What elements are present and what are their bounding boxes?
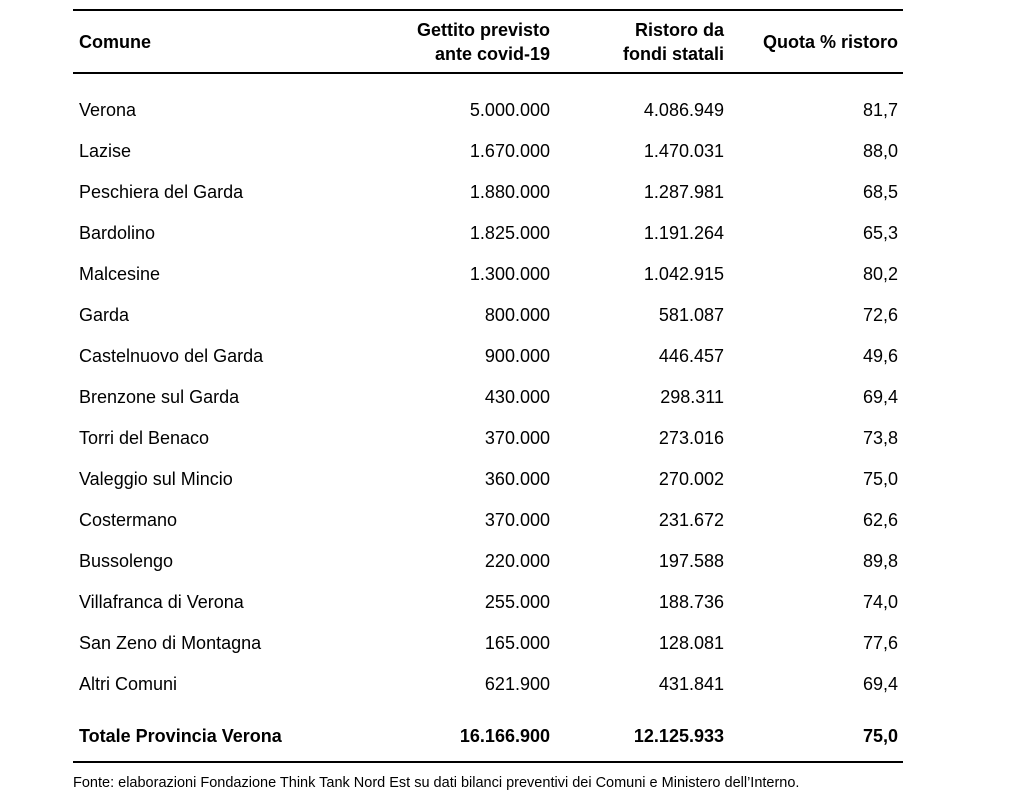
cell-gettito: 5.000.000: [469, 100, 550, 120]
header-ristoro: [550, 10, 724, 73]
cell-ristoro: 4.086.949: [643, 100, 724, 120]
cell-ristoro: 231.672: [658, 510, 724, 530]
source-note: Fonte: elaborazioni Fondazione Think Tank Nord Est su dati bilanci preventivi dei Comuni e Ministero dell’Interno.: [73, 775, 800, 791]
cell-comune: San Zeno di Montagna: [79, 633, 262, 653]
cell-quota: 77,6: [862, 633, 898, 653]
cell-gettito: 1.825.000: [469, 223, 550, 243]
total-gettito: 16.166.900: [459, 725, 550, 746]
table-row: [73, 582, 903, 623]
cell-gettito: 621.900: [484, 674, 550, 694]
cell-comune: Altri Comuni: [79, 674, 178, 694]
cell-comune: Castelnuovo del Garda: [79, 346, 264, 366]
cell-comune: Garda: [79, 305, 130, 325]
table-row: [73, 172, 903, 213]
table-row: [73, 500, 903, 541]
cell-quota: 81,7: [862, 100, 898, 120]
cell-ristoro: 431.841: [658, 674, 724, 694]
cell-comune: Costermano: [79, 510, 178, 530]
cell-comune: Lazise: [79, 141, 132, 161]
cell-ristoro: 128.081: [658, 633, 724, 653]
header-quota: Quota % ristoro: [762, 31, 898, 52]
table-row: [73, 459, 903, 500]
header-gettito: [403, 10, 550, 73]
cell-ristoro: 1.287.981: [643, 182, 724, 202]
cell-gettito: 1.300.000: [469, 264, 550, 284]
cell-gettito: 900.000: [484, 346, 550, 366]
cell-quota: 49,6: [862, 346, 898, 366]
cell-gettito: 165.000: [484, 633, 550, 653]
table-row: [73, 541, 903, 582]
table-footer: [73, 705, 903, 762]
table-body: [73, 73, 903, 705]
cell-gettito: 255.000: [484, 592, 550, 612]
ristori-table-container: [73, 9, 903, 763]
cell-quota: 88,0: [862, 141, 898, 161]
cell-quota: 68,5: [862, 182, 898, 202]
cell-quota: 89,8: [862, 551, 898, 571]
cell-gettito: 370.000: [484, 428, 550, 448]
table-row: [73, 213, 903, 254]
cell-gettito: 220.000: [484, 551, 550, 571]
cell-ristoro: 446.457: [658, 346, 724, 366]
header-comune: Comune: [79, 31, 151, 52]
cell-ristoro: 1.191.264: [643, 223, 724, 243]
ristori-table: [73, 9, 903, 763]
table-row: [73, 664, 903, 705]
cell-comune: Bussolengo: [79, 551, 174, 571]
table-row: [73, 377, 903, 418]
total-quota: 75,0: [862, 725, 898, 746]
table-header: [73, 10, 903, 73]
cell-ristoro: 1.042.915: [643, 264, 724, 284]
cell-ristoro: 581.087: [658, 305, 724, 325]
table-row: [73, 295, 903, 336]
table-row: [73, 336, 903, 377]
cell-quota: 80,2: [862, 264, 898, 284]
header-row: [73, 10, 903, 73]
table-row: [73, 254, 903, 295]
cell-quota: 75,0: [862, 469, 898, 489]
cell-comune: Malcesine: [79, 264, 161, 284]
header-ristoro-line2: fondi statali: [622, 43, 724, 64]
table-row: [73, 418, 903, 459]
cell-ristoro: 298.311: [660, 387, 724, 407]
cell-ristoro: 270.002: [658, 469, 724, 489]
cell-ristoro: 197.588: [658, 551, 724, 571]
cell-comune: Verona: [79, 100, 137, 120]
total-ristoro: 12.125.933: [633, 725, 724, 746]
table-row: [73, 131, 903, 172]
cell-comune: Brenzone sul Garda: [79, 387, 240, 407]
total-row: [73, 705, 903, 762]
cell-gettito: 1.670.000: [469, 141, 550, 161]
cell-comune: Valeggio sul Mincio: [79, 469, 233, 489]
cell-gettito: 430.000: [484, 387, 550, 407]
cell-gettito: 370.000: [484, 510, 550, 530]
cell-ristoro: 273.016: [658, 428, 724, 448]
cell-quota: 69,4: [862, 674, 898, 694]
cell-quota: 62,6: [862, 510, 898, 530]
table-row: [73, 623, 903, 664]
cell-comune: Peschiera del Garda: [79, 182, 244, 202]
cell-comune: Torri del Benaco: [79, 428, 210, 448]
cell-ristoro: 1.470.031: [643, 141, 724, 161]
cell-comune: Villafranca di Verona: [79, 592, 244, 612]
cell-gettito: 1.880.000: [469, 182, 550, 202]
cell-quota: 72,6: [862, 305, 898, 325]
total-comune: Totale Provincia Verona: [79, 725, 282, 746]
table-row: [73, 73, 903, 131]
cell-comune: Bardolino: [79, 223, 156, 243]
cell-gettito: 800.000: [484, 305, 550, 325]
cell-quota: 69,4: [862, 387, 898, 407]
cell-quota: 74,0: [862, 592, 898, 612]
cell-quota: 73,8: [862, 428, 898, 448]
header-gettito-line2: ante covid-19: [434, 43, 550, 64]
cell-gettito: 360.000: [484, 469, 550, 489]
cell-quota: 65,3: [862, 223, 898, 243]
header-ristoro-line1: Ristoro da: [634, 19, 724, 40]
cell-ristoro: 188.736: [658, 592, 724, 612]
header-gettito-line1: Gettito previsto: [416, 19, 550, 40]
